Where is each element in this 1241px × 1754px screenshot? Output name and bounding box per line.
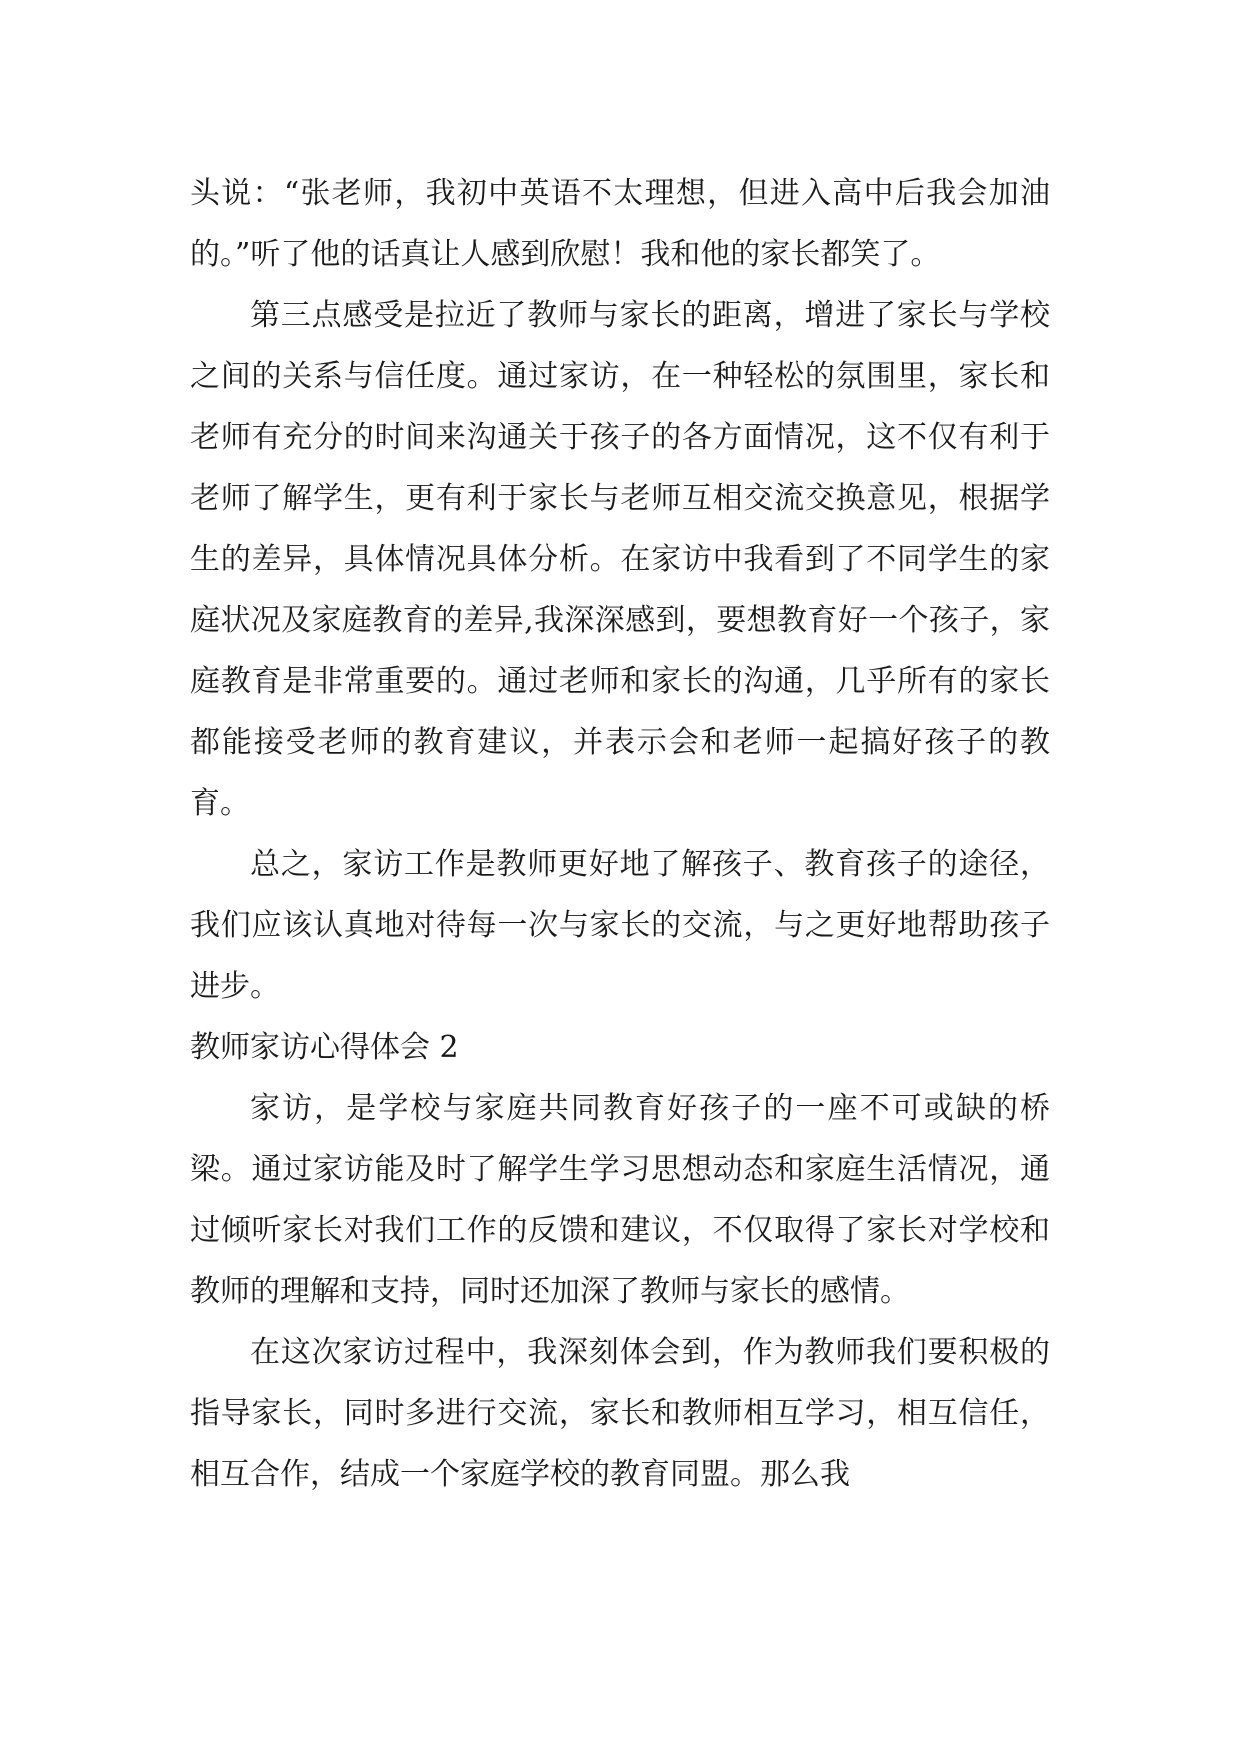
paragraph-home-visit-process: 在这次家访过程中，我深刻体会到，作为教师我们要积极的指导家长，同时多进行交流，家长和教师相互学习，相互信任，相互合作，结成一个家庭学校的教育同盟。那么我 xyxy=(190,1335,1050,1492)
paragraph-continuation: 头说：“张老师，我初中英语不太理想，但进入高中后我会加油的。”听了他的话真让人感到欣慰！我和他的家长都笑了。 xyxy=(190,176,1050,272)
paragraph-home-visit-intro: 家访，是学校与家庭共同教育好孩子的一座不可或缺的桥梁。通过家访能及时了解学生学习思想动态和家庭生活情况，通过倾听家长对我们工作的反馈和建议，不仅取得了家长对学校和教师的理解和支持，同时还加深了教师与家长的感情。 xyxy=(190,1091,1050,1309)
document-body xyxy=(190,163,1050,1505)
paragraph-conclusion: 总之，家访工作是教师更好地了解孩子、教育孩子的途径，我们应该认真地对待每一次与家长的交流，与之更好地帮助孩子进步。 xyxy=(190,847,1050,1004)
paragraph-third-point: 第三点感受是拉近了教师与家长的距离，增进了家长与学校之间的关系与信任度。通过家访，在一种轻松的氛围里，家长和老师有充分的时间来沟通关于孩子的各方面情况，这不仅有利于老师了解学生，更有利于家长与老师互相交流交换意见，根据学生的差异，具体情况具体分析。在家访中我看到了不同学生的家庭状况及家庭教育的差异,我深深感到，要想教育好一个孩子，家庭教育是非常重要的。通过老师和家长的沟通，几乎所有的家长都能接受老师的教育建议，并表示会和老师一起搞好孩子的教育。 xyxy=(190,298,1050,821)
section-heading: 教师家访心得体会 2 xyxy=(190,1030,459,1065)
